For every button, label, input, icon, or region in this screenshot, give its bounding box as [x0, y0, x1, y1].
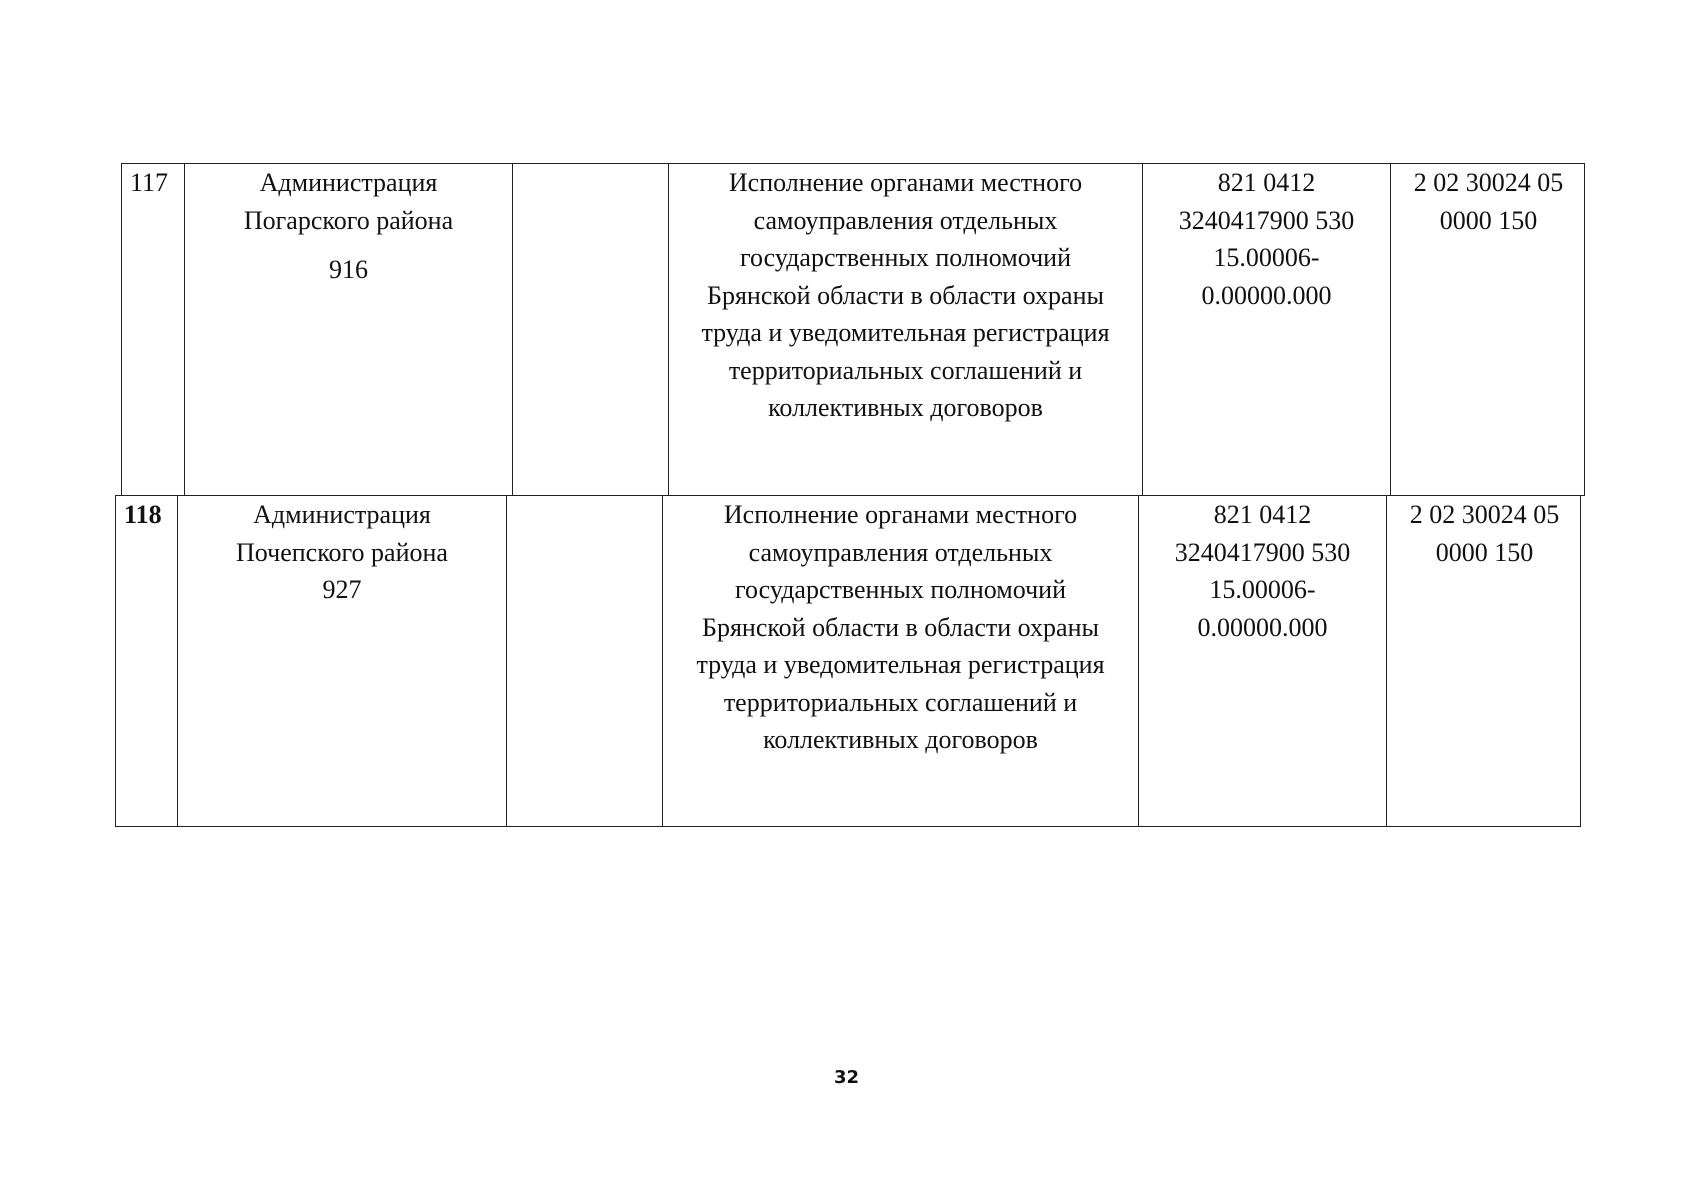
- revenue-code-line: 0000 150: [1439, 205, 1538, 235]
- row-number: 118: [124, 500, 162, 529]
- organization-code: 927: [322, 575, 362, 604]
- description-line: труда и уведомительная регистрация: [696, 650, 1105, 679]
- table-row: [115, 495, 1581, 827]
- description-line: труда и уведомительная регистрация: [701, 318, 1110, 347]
- row-number: 117: [130, 168, 169, 197]
- budget-code-line: 821 0412: [1213, 500, 1312, 529]
- description-line: Исполнение органами местного: [723, 500, 1078, 529]
- budget-code-line: 0.00000.000: [1201, 280, 1332, 310]
- budget-code-line: 15.00006-: [1213, 243, 1320, 272]
- budget-code-line: 821 0412: [1217, 168, 1316, 197]
- description-line: самоуправления отдельных: [748, 537, 1053, 567]
- description-line: государственных полномочий: [739, 243, 1071, 272]
- description-line: коллективных договоров: [768, 393, 1043, 422]
- revenue-code-line: 0000 150: [1435, 537, 1534, 567]
- budget-code-line: 15.00006-: [1209, 575, 1316, 604]
- organization-cell: [177, 496, 506, 826]
- row-number-cell: [122, 164, 184, 495]
- organization-code: 916: [329, 255, 368, 284]
- description-cell: [668, 164, 1142, 495]
- budget-code-line: 3240417900 530: [1178, 205, 1355, 235]
- revenue-code-line: 2 02 30024 05: [1413, 168, 1564, 197]
- description-line: государственных полномочий: [734, 575, 1066, 604]
- description-line: коллективных договоров: [763, 725, 1038, 754]
- row-number-cell: [116, 496, 177, 826]
- description-line: Брянской области в области охраны: [707, 280, 1104, 310]
- revenue-code-line: 2 02 30024 05: [1409, 500, 1560, 529]
- budget-code-line: 3240417900 530: [1174, 537, 1351, 567]
- organization-name-line1: Администрация: [253, 500, 431, 529]
- table-row: [121, 163, 1585, 496]
- budget-code-cell: [1138, 496, 1386, 826]
- description-line: территориальных соглашений и: [728, 355, 1083, 385]
- description-line: Исполнение органами местного: [728, 168, 1083, 197]
- organization-name-line2: Почепского района: [236, 537, 448, 567]
- revenue-code-cell: [1386, 496, 1582, 826]
- description-line: территориальных соглашений и: [723, 687, 1078, 717]
- description-line: самоуправления отдельных: [753, 205, 1058, 235]
- organization-name-line2: Погарского района: [243, 205, 454, 235]
- budget-code-cell: [1142, 164, 1390, 495]
- revenue-code-cell: [1390, 164, 1586, 495]
- empty-cell: [506, 496, 662, 826]
- description-cell: [662, 496, 1138, 826]
- empty-cell: [512, 164, 668, 495]
- organization-cell: [184, 164, 512, 495]
- page-number: 32: [834, 1067, 860, 1088]
- description-line: Брянской области в области охраны: [702, 612, 1099, 642]
- budget-code-line: 0.00000.000: [1197, 612, 1328, 642]
- organization-name-line1: Администрация: [259, 168, 438, 197]
